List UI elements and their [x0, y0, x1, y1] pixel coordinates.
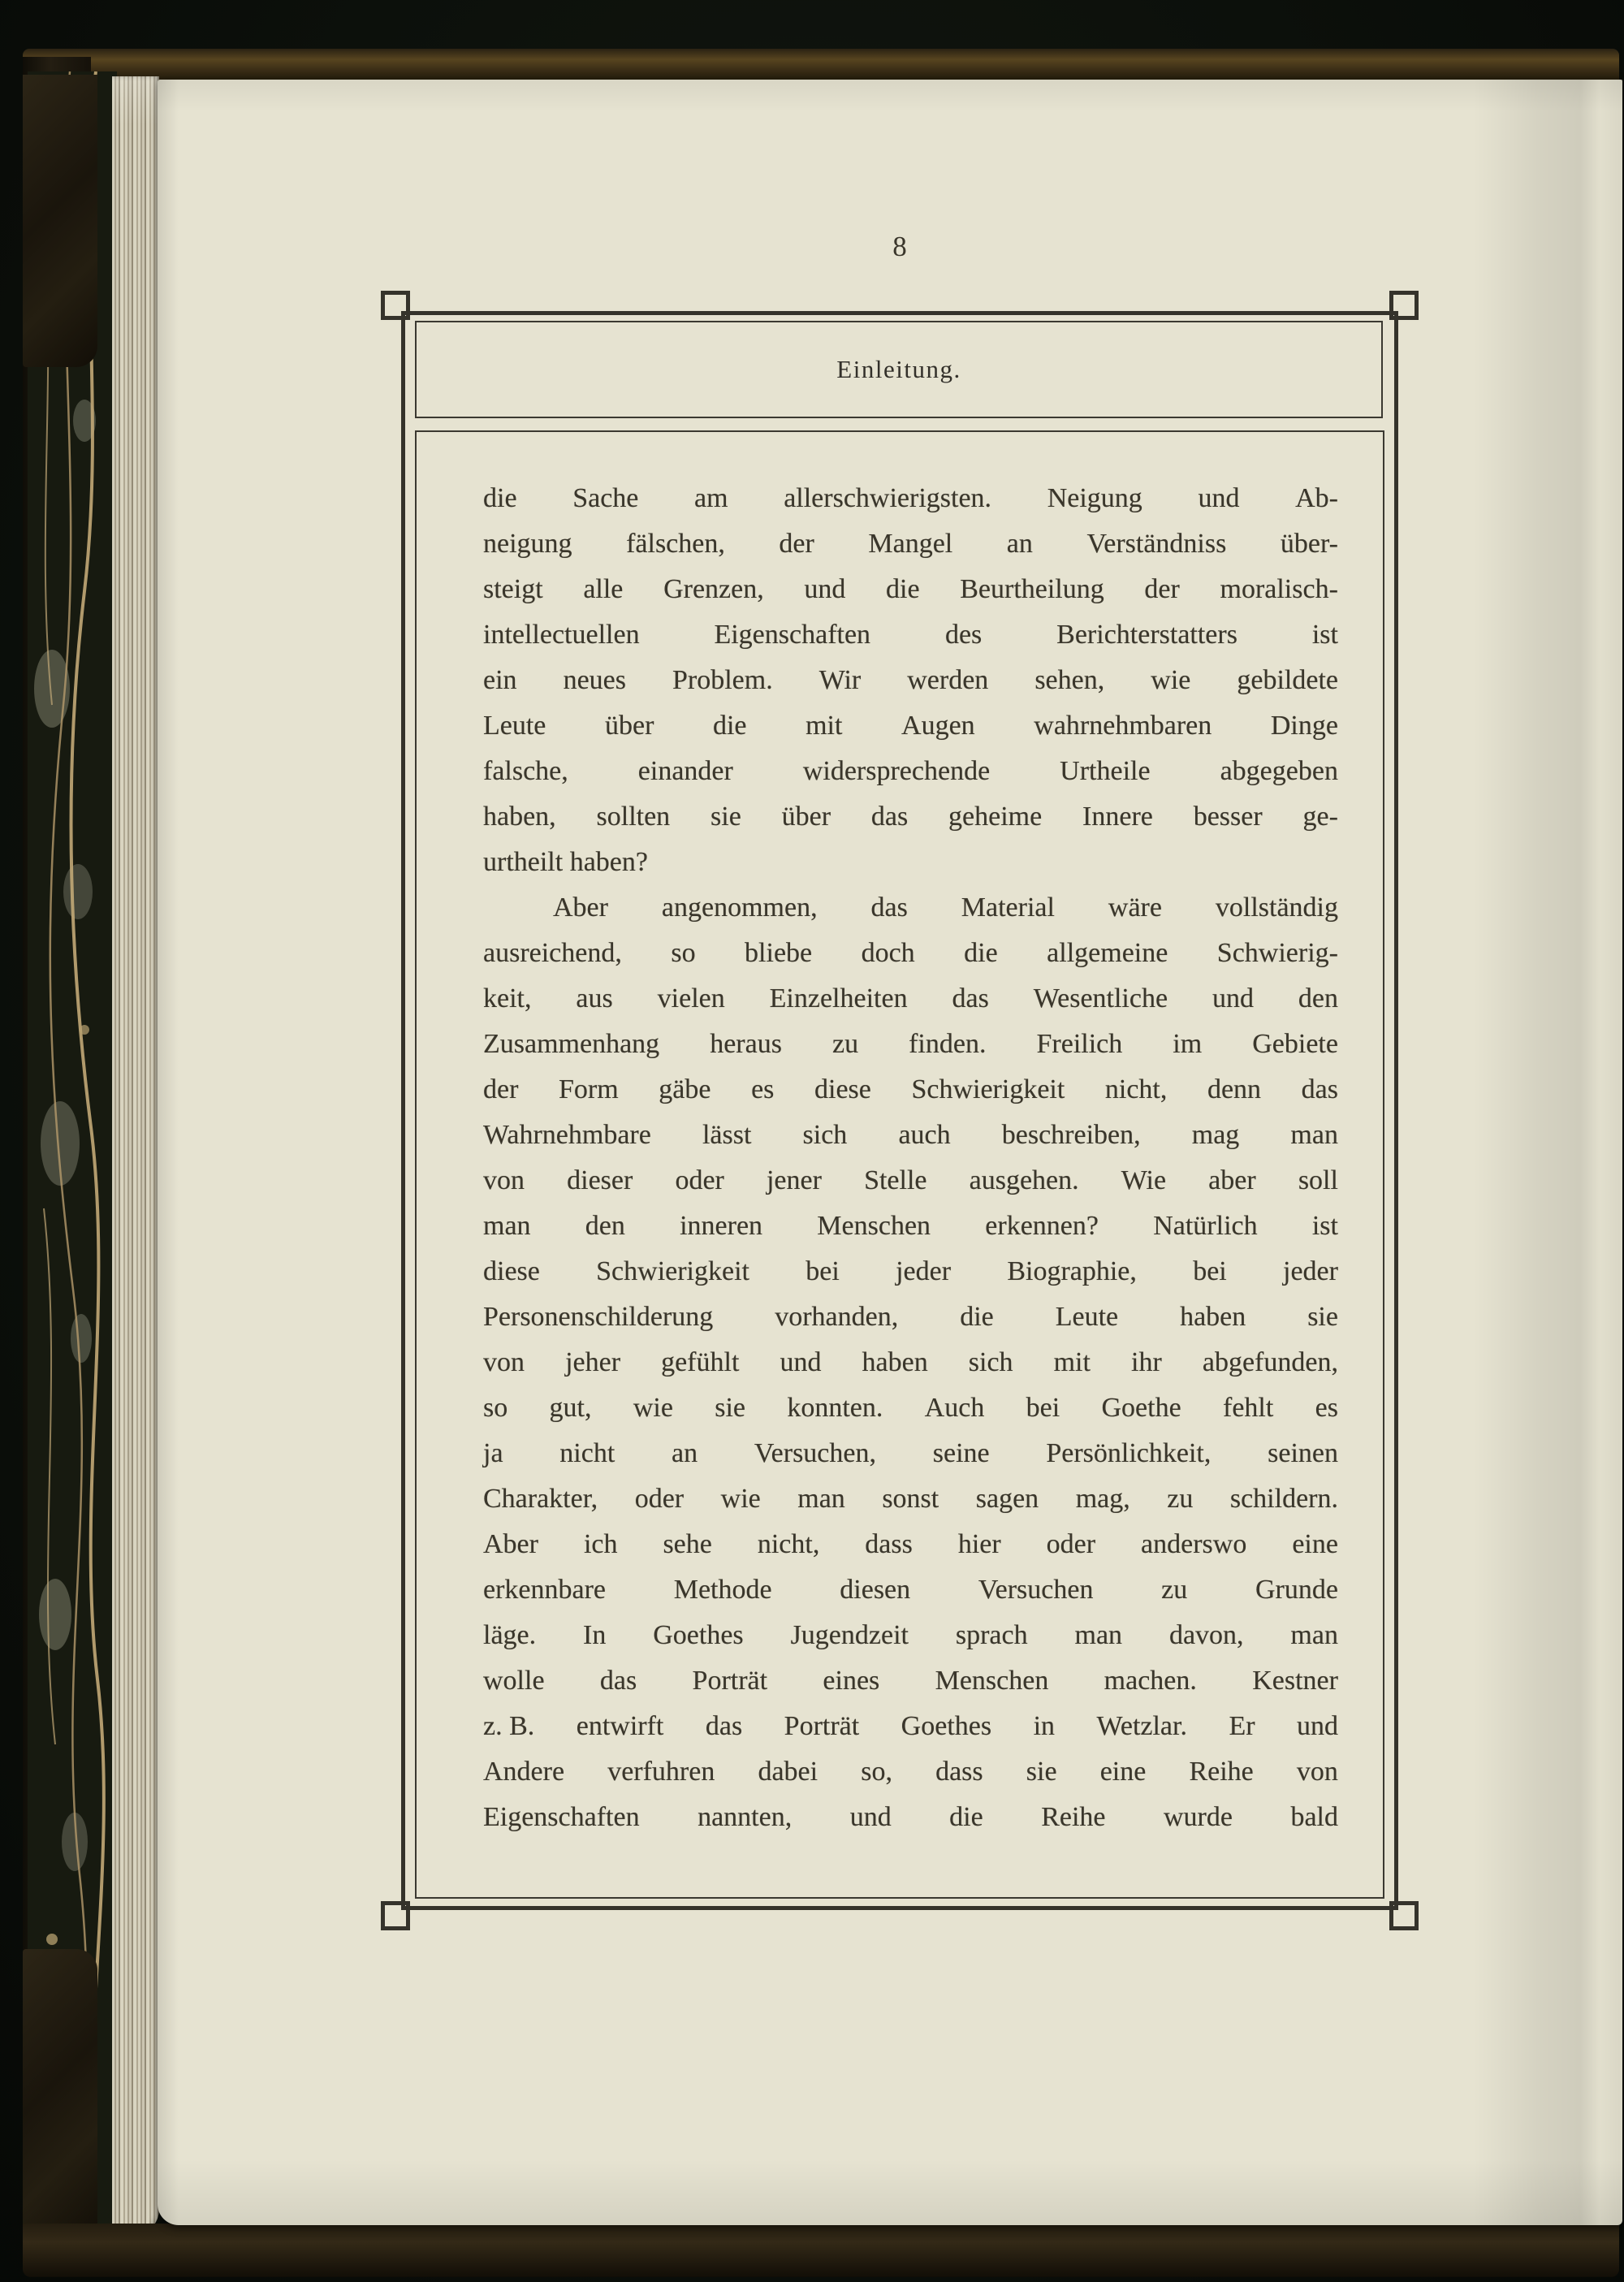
corner-ornament-bottom-right	[1389, 1901, 1419, 1930]
header-title: Einleitung.	[836, 355, 961, 383]
text-box	[415, 430, 1384, 1899]
text-line: Personenschilderung vorhanden, die Leute haben sie	[483, 1302, 1338, 1332]
text-line: Aber angenommen, das Material wäre vollständig	[553, 892, 1338, 923]
text-line: neigung fälschen, der Mangel an Verständniss über-	[483, 529, 1338, 559]
text-line: so gut, wie sie konnten. Auch bei Goethe fehlt es	[483, 1393, 1338, 1423]
text-line: Leute über die mit Augen wahrnehmbaren Dinge	[483, 711, 1338, 741]
book-cover-corner-top-left	[23, 75, 97, 367]
text-line: Andere verfuhren dabei so, dass sie eine Reihe von	[483, 1757, 1338, 1787]
text-line: erkennbare Methode diesen Versuchen zu Grunde	[483, 1575, 1338, 1605]
text-line: der Form gäbe es diese Schwierigkeit nicht, denn das	[483, 1074, 1338, 1104]
marble-pattern-svg	[28, 71, 117, 2241]
text-line: ein neues Problem. Wir werden sehen, wie gebildete	[483, 665, 1338, 695]
text-lines	[483, 476, 1338, 1840]
marbled-cover-paper	[28, 71, 117, 2241]
text-line: Zusammenhang heraus zu finden. Freilich im Gebiete	[483, 1029, 1338, 1059]
text-line: urtheilt haben?	[483, 847, 648, 877]
book-page	[158, 80, 1622, 2225]
text-line: wolle das Porträt eines Menschen machen. Kestner	[483, 1666, 1338, 1696]
text-line: intellectuellen Eigenschaften des Berichterstatters ist	[483, 620, 1338, 650]
text-line: Eigenschaften nannten, und die Reihe wurde bald	[483, 1802, 1338, 1832]
text-line: die Sache am allerschwierigsten. Neigung und Ab-	[483, 483, 1338, 513]
text-line: z. B. entwirft das Porträt Goethes in Wetzlar. Er und	[483, 1711, 1338, 1741]
text-line: Aber ich sehe nicht, dass hier oder anderswo eine	[483, 1529, 1338, 1559]
text-line: man den inneren Menschen erkennen? Natürlich ist	[483, 1211, 1338, 1241]
header-box	[415, 321, 1383, 418]
text-line: keit, aus vielen Einzelheiten das Wesentliche und den	[483, 983, 1338, 1014]
corner-ornament-bottom-left	[381, 1901, 410, 1930]
text-line: ja nicht an Versuchen, seine Persönlichkeit, seinen	[483, 1438, 1338, 1468]
book-cover-bottom-edge	[23, 2224, 1619, 2277]
text-line: haben, sollten sie über das geheime Innere besser ge-	[483, 802, 1338, 832]
text-line: von dieser oder jener Stelle ausgehen. Wie aber soll	[483, 1165, 1338, 1195]
text-line: Charakter, oder wie man sonst sagen mag, zu schildern.	[483, 1484, 1338, 1514]
corner-ornament-top-left	[381, 291, 410, 320]
page-stack-edges	[112, 76, 159, 2237]
text-line: von jeher gefühlt und haben sich mit ihr abgefunden,	[483, 1347, 1338, 1377]
text-line: Wahrnehmbare lässt sich auch beschreiben, mag man	[483, 1120, 1338, 1150]
text-line: steigt alle Grenzen, und die Beurtheilung der moralisch-	[483, 574, 1338, 604]
text-line: diese Schwierigkeit bei jeder Biographie, bei jeder	[483, 1256, 1338, 1286]
corner-ornament-top-right	[1389, 291, 1419, 320]
text-line: falsche, einander widersprechende Urtheile abgegeben	[483, 756, 1338, 786]
text-line: läge. In Goethes Jugendzeit sprach man davon, man	[483, 1620, 1338, 1650]
text-line: ausreichend, so bliebe doch die allgemeine Schwierig-	[483, 938, 1338, 968]
book-cover-corner-bottom-left	[23, 1949, 97, 2241]
page-number: 8	[892, 231, 907, 262]
